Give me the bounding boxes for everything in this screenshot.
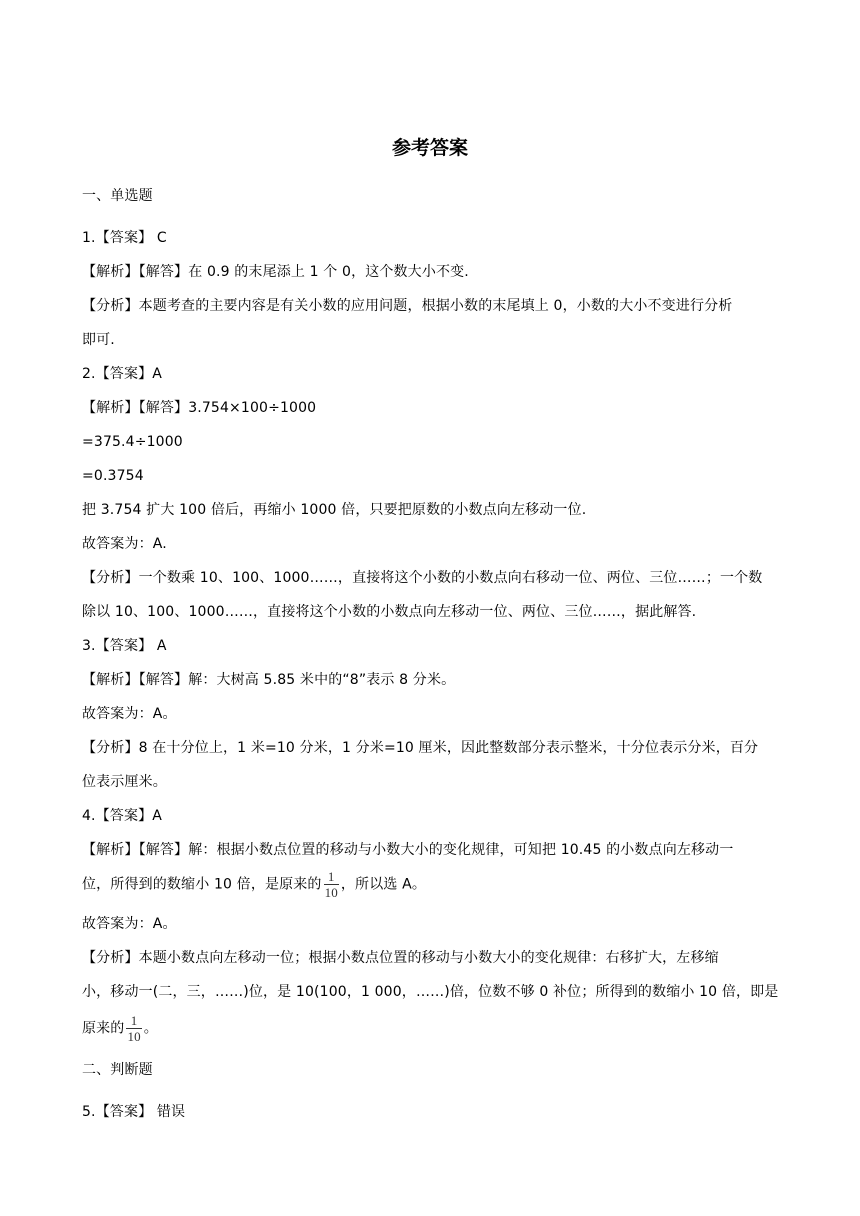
q2-answer: 2.【答案】A (82, 366, 162, 382)
q4-reasoning-line3-text-a: 原来的 (82, 1020, 125, 1037)
q3-reasoning-line1: 【分析】8 在十分位上，1 米=10 分米，1 分米=10 厘米，因此整数部分表示整米，十分位表示分米，百分 (82, 740, 759, 756)
q1-analysis: 【解析】【解答】在 0.9 的末尾添上 1 个 0，这个数大小不变. (82, 264, 469, 280)
q3-analysis: 【解析】【解答】解：大树高 5.85 米中的“8”表示 8 分米。 (82, 672, 456, 688)
fraction-numerator: 1 (327, 869, 335, 884)
q4-reasoning-line3-text-b: 。 (143, 1020, 158, 1037)
q4-conclusion: 故答案为：A。 (82, 916, 177, 932)
fraction-denominator: 10 (127, 1029, 141, 1044)
q2-step2: =0.3754 (82, 468, 144, 484)
section-true-false: 二、判断题 (82, 1062, 153, 1078)
q4-analysis-line2-text-a: 位，所得到的数缩小 10 倍，是原来的 (82, 876, 322, 893)
fraction-denominator: 10 (324, 885, 338, 900)
fraction-numerator: 1 (130, 1013, 138, 1028)
page-title: 参考答案 (391, 137, 468, 159)
q2-reasoning-line2: 除以 10、100、1000……，直接将这个小数的小数点向左移动一位、两位、三位……，据此解答. (82, 604, 697, 620)
q2-conclusion: 故答案为：A. (82, 536, 167, 552)
q4-reasoning-line1: 【分析】本题小数点向左移动一位；根据小数点位置的移动与小数大小的变化规律：右移扩大，左移缩 (82, 950, 719, 966)
q5-answer: 5.【答案】 错误 (82, 1104, 186, 1120)
q2-reasoning-line1: 【分析】一个数乘 10、100、1000……，直接将这个小数的小数点向右移动一位、两位、三位……；一个数 (82, 570, 763, 586)
q1-reasoning-line2: 即可. (82, 332, 115, 348)
q1-reasoning-line1: 【分析】本题考查的主要内容是有关小数的应用问题，根据小数的末尾填上 0，小数的大小不变进行分析 (82, 298, 733, 314)
q4-analysis-line2 (82, 870, 426, 899)
q2-step1: =375.4÷1000 (82, 434, 183, 450)
q2-explanation: 把 3.754 扩大 100 倍后，再缩小 1000 倍，只要把原数的小数点向左移动一位. (82, 502, 587, 518)
q2-analysis: 【解析】【解答】3.754×100÷1000 (82, 400, 317, 416)
q4-reasoning-line3 (82, 1014, 158, 1043)
q4-reasoning-line2: 小，移动一(二，三，……)位，是 10(100，1 000，……)倍，位数不够 0 补位；所得到的数缩小 10 倍，即是 (82, 984, 779, 1000)
q4-answer: 4.【答案】A (82, 808, 162, 824)
section-single-choice: 一、单选题 (82, 188, 153, 204)
q3-reasoning-line2: 位表示厘米。 (82, 774, 167, 790)
q4-analysis-line2-text-b: ，所以选 A。 (340, 876, 426, 893)
q3-conclusion: 故答案为：A。 (82, 706, 177, 722)
q3-answer: 3.【答案】 A (82, 638, 167, 654)
q1-answer: 1.【答案】 C (82, 230, 167, 246)
q4-analysis-line1: 【解析】【解答】解：根据小数点位置的移动与小数大小的变化规律，可知把 10.45 的小数点向左移动一 (82, 842, 734, 858)
fraction-one-tenth (324, 870, 339, 899)
fraction-one-tenth-2 (126, 1014, 141, 1043)
